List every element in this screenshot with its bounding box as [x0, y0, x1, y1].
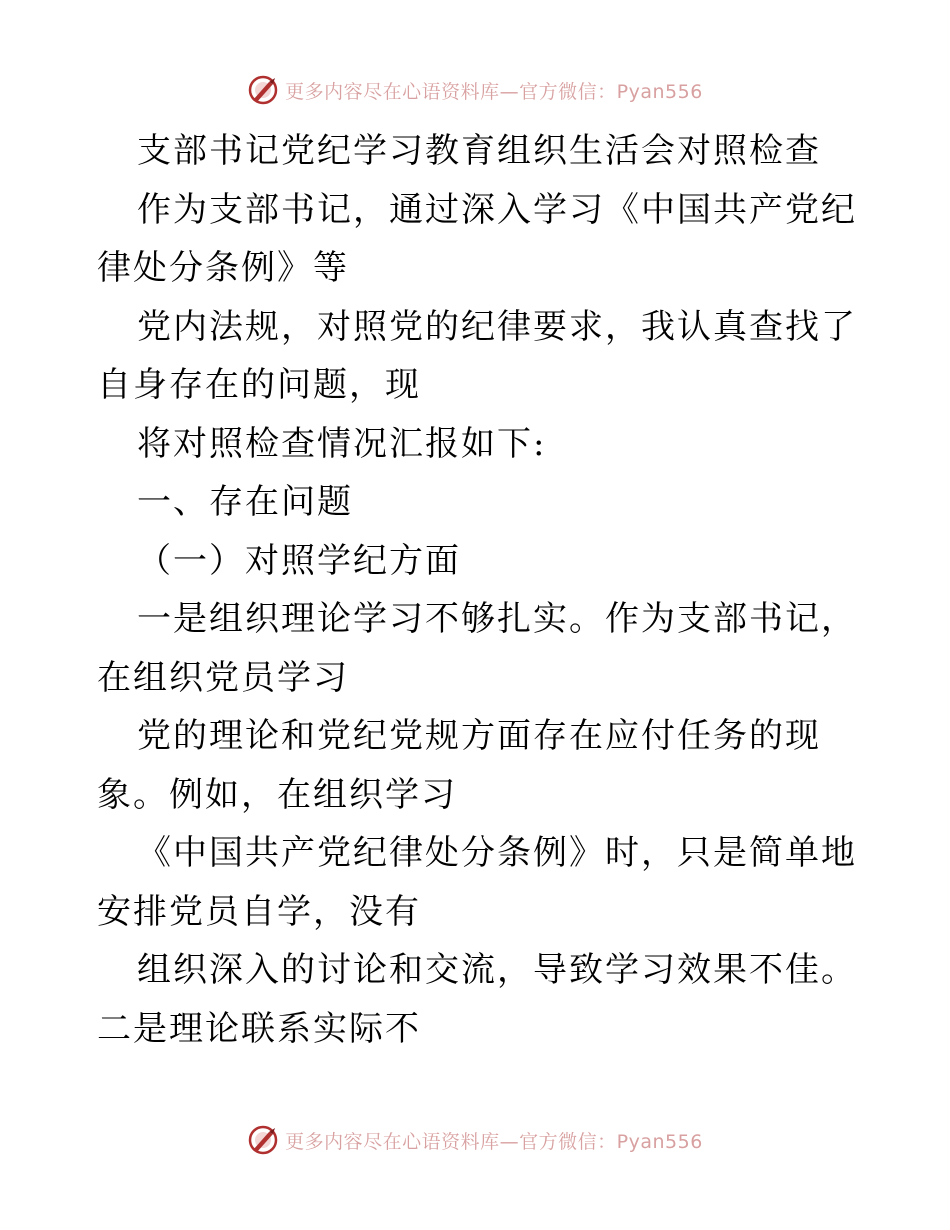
paragraph-line-5: 党的理论和党纪党规方面存在应付任务的现象。例如，在组织学习 — [97, 716, 821, 815]
paragraph-line-1: 作为支部书记，通过深入学习《中国共产党纪律处分条例》等 — [97, 189, 857, 288]
section-heading: 一、存在问题 — [137, 482, 353, 522]
subsection-heading: （一）对照学纪方面 — [137, 540, 461, 581]
watermark-text: 更多内容尽在心语资料库—官方微信：Pyan556 — [285, 1130, 703, 1153]
paragraph-line-7: 组织深入的讨论和交流，导致学习效果不佳。二是理论联系实际不 — [97, 950, 857, 1049]
footer-watermark-banner — [0, 1120, 950, 1160]
paragraph-line-6: 《中国共产党纪律处分条例》时，只是简单地安排党员自学，没有 — [97, 833, 857, 932]
quill-pen-logo-icon — [247, 74, 279, 106]
watermark-text: 更多内容尽在心语资料库—官方微信：Pyan556 — [285, 80, 703, 103]
document-body — [97, 122, 857, 1058]
document-title: 支部书记党纪学习教育组织生活会对照检查 — [137, 131, 821, 171]
paragraph-line-2: 党内法规，对照党的纪律要求，我认真查找了自身存在的问题，现 — [97, 306, 857, 405]
paragraph-line-3: 将对照检查情况汇报如下: — [137, 423, 547, 464]
paragraph-line-4: 一是组织理论学习不够扎实。作为支部书记，在组织党员学习 — [97, 599, 857, 698]
header-watermark-banner — [0, 70, 950, 110]
quill-pen-logo-icon — [247, 1124, 279, 1156]
